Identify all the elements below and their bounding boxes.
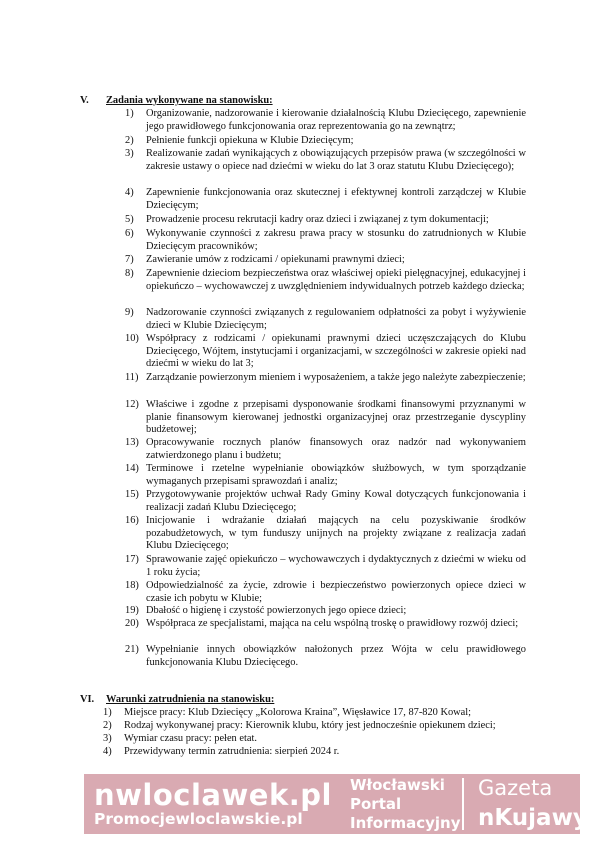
item-text: Zapewnienie funkcjonowania oraz skutecznej i efektywnej kontroli zarządczej w Klubie Dziecięcym; xyxy=(146,187,526,211)
item-text: Organizowanie, nadzorowanie i kierowanie działalnością Klubu Dziecięcego, zapewnienie jego prawidłowego funkcjonowania oraz reprezentowania go na zewnątrz; xyxy=(146,108,526,132)
item-text: Przewidywany termin zatrudnienia: sierpień 2024 r. xyxy=(124,746,340,757)
nkujawy-logo: nKujawy xyxy=(478,805,588,831)
item-number: 20) xyxy=(125,618,139,629)
item-text: Pełnienie funkcji opiekuna w Klubie Dziecięcym; xyxy=(146,135,354,146)
item-text: Przygotowywanie projektów uchwał Rady Gminy Kowal dotyczących funkcjonowania i realizacji zadań Klubu Dziecięcego; xyxy=(146,489,526,513)
item-number: 18) xyxy=(125,580,139,591)
banner-divider xyxy=(462,778,464,830)
item-number: 6) xyxy=(125,228,134,239)
item-text: Miejsce pracy: Klub Dziecięcy „Kolorowa Kraina”, Więsławice 17, 87-820 Kowal; xyxy=(124,707,472,718)
portal-label xyxy=(350,776,470,833)
item-number: 11) xyxy=(125,372,139,383)
item-number: 3) xyxy=(103,733,112,744)
item-text: Zarządzanie powierzonym mieniem i wyposażeniem, a także jego należyte zabezpieczenie; xyxy=(146,372,526,383)
item-text: Sprawowanie zajęć opiekuńczo – wychowawczych i dydaktycznych z dziećmi w wieku od 1 roku życia; xyxy=(146,554,526,578)
item-number: 16) xyxy=(125,515,139,526)
item-text: Realizowanie zadań wynikających z obowiązujących przepisów prawa (w szczególności w zakresie ustawy o opiece nad dziećmi w wieku do lat 3 oraz statutu Klubu Dziecięcego); xyxy=(146,148,526,172)
item-text: Wypełnianie innych obowiązków nałożonych przez Wójta w celu prawidłowego funkcjonowania Klubu Dziecięcego. xyxy=(146,644,526,668)
section-number: VI. xyxy=(80,694,95,705)
item-number: 1) xyxy=(125,108,134,119)
item-text: Opracowywanie rocznych planów finansowych oraz nadzór nad wykonywaniem zatwierdzonego planu i budżetu; xyxy=(146,437,526,461)
item-text: Wymiar czasu pracy: pełen etat. xyxy=(124,733,257,744)
item-text: Odpowiedzialność za życie, zdrowie i bezpieczeństwo powierzonych opiece dzieci w czasie ich pobytu w Klubie; xyxy=(146,580,526,604)
site-logo-nwloclawek: nwloclawek.pl xyxy=(94,778,332,812)
item-number: 7) xyxy=(125,254,134,265)
item-number: 21) xyxy=(125,644,139,655)
item-text: Nadzorowanie czynności związanych z regulowaniem odpłatności za pobyt i wyżywienie dzieci w Klubie Dziecięcym; xyxy=(146,307,526,331)
item-number: 12) xyxy=(125,399,139,410)
item-number: 19) xyxy=(125,605,139,616)
item-number: 13) xyxy=(125,437,139,448)
site-logo-promocje: Promocjewloclawskie.pl xyxy=(94,810,303,828)
item-number: 1) xyxy=(103,707,112,718)
item-text: Zapewnienie dzieciom bezpieczeństwa oraz właściwej opieki pielęgnacyjnej, edukacyjnej i opiekuńczo – wychowawczej z uwzględnieniem indywidualnych potrzeb każdego dziecka; xyxy=(146,268,526,292)
item-text: Zawieranie umów z rodzicami / opiekunami prawnymi dzieci; xyxy=(146,254,405,265)
section-title: Zadania wykonywane na stanowisku: xyxy=(106,95,273,106)
item-number: 10) xyxy=(125,333,139,344)
item-text: Współpraca ze specjalistami, mająca na celu wspólną troskę o prawidłowy rozwój dzieci; xyxy=(146,618,519,629)
item-text: Inicjowanie i wdrażanie działań mających na celu pozyskiwanie środków pozabudżetowych, w tym funduszy unijnych na projekty związane z realizacja zadań Klubu Dziecięcego; xyxy=(146,515,526,552)
item-number: 17) xyxy=(125,554,139,565)
item-text: Współpracy z rodzicami / opiekunami prawnymi dzieci uczęszczających do Klubu Dziecięcego, Wójtem, instytucjami i organizacjami, w szczególności w zakresie opieki nad dziećmi w wieku do lat 3; xyxy=(146,333,526,370)
portal-line: Portal xyxy=(350,795,402,813)
item-number: 4) xyxy=(103,746,112,757)
item-number: 8) xyxy=(125,268,134,279)
item-number: 5) xyxy=(125,214,134,225)
item-text: Terminowe i rzetelne wypełnianie obowiązków służbowych, w tym sporządzanie wymaganych przepisami sprawozdań i analiz; xyxy=(146,463,526,487)
item-number: 14) xyxy=(125,463,139,474)
item-text: Dbałość o higienę i czystość powierzonych jego opiece dzieci; xyxy=(146,605,407,616)
portal-line: Informacyjny xyxy=(350,814,461,832)
section-title: Warunki zatrudnienia na stanowisku: xyxy=(106,694,275,705)
portal-line: Włocławski xyxy=(350,776,445,794)
item-text: Rodzaj wykonywanej pracy: Kierownik klubu, który jest jednocześnie opiekunem dzieci; xyxy=(124,720,496,731)
section-number: V. xyxy=(80,95,89,106)
item-text: Prowadzenie procesu rekrutacji kadry oraz dzieci i związanej z tym dokumentacji; xyxy=(146,214,489,225)
gazeta-label: Gazeta xyxy=(478,776,553,800)
watermark-banner xyxy=(84,774,588,834)
item-text: Właściwe i zgodne z przepisami dysponowanie środkami finansowymi przyznanymi w planie finansowym kierowanej jednostki organizacyjnej oraz przestrzeganie dyscypliny budżetowej; xyxy=(146,399,526,436)
item-text: Wykonywanie czynności z zakresu prawa pracy w stosunku do zatrudnionych w Klubie Dziecięcym pracowników; xyxy=(146,228,526,252)
item-number: 4) xyxy=(125,187,134,198)
item-number: 9) xyxy=(125,307,134,318)
item-number: 2) xyxy=(103,720,112,731)
item-number: 3) xyxy=(125,148,134,159)
item-number: 2) xyxy=(125,135,134,146)
item-number: 15) xyxy=(125,489,139,500)
